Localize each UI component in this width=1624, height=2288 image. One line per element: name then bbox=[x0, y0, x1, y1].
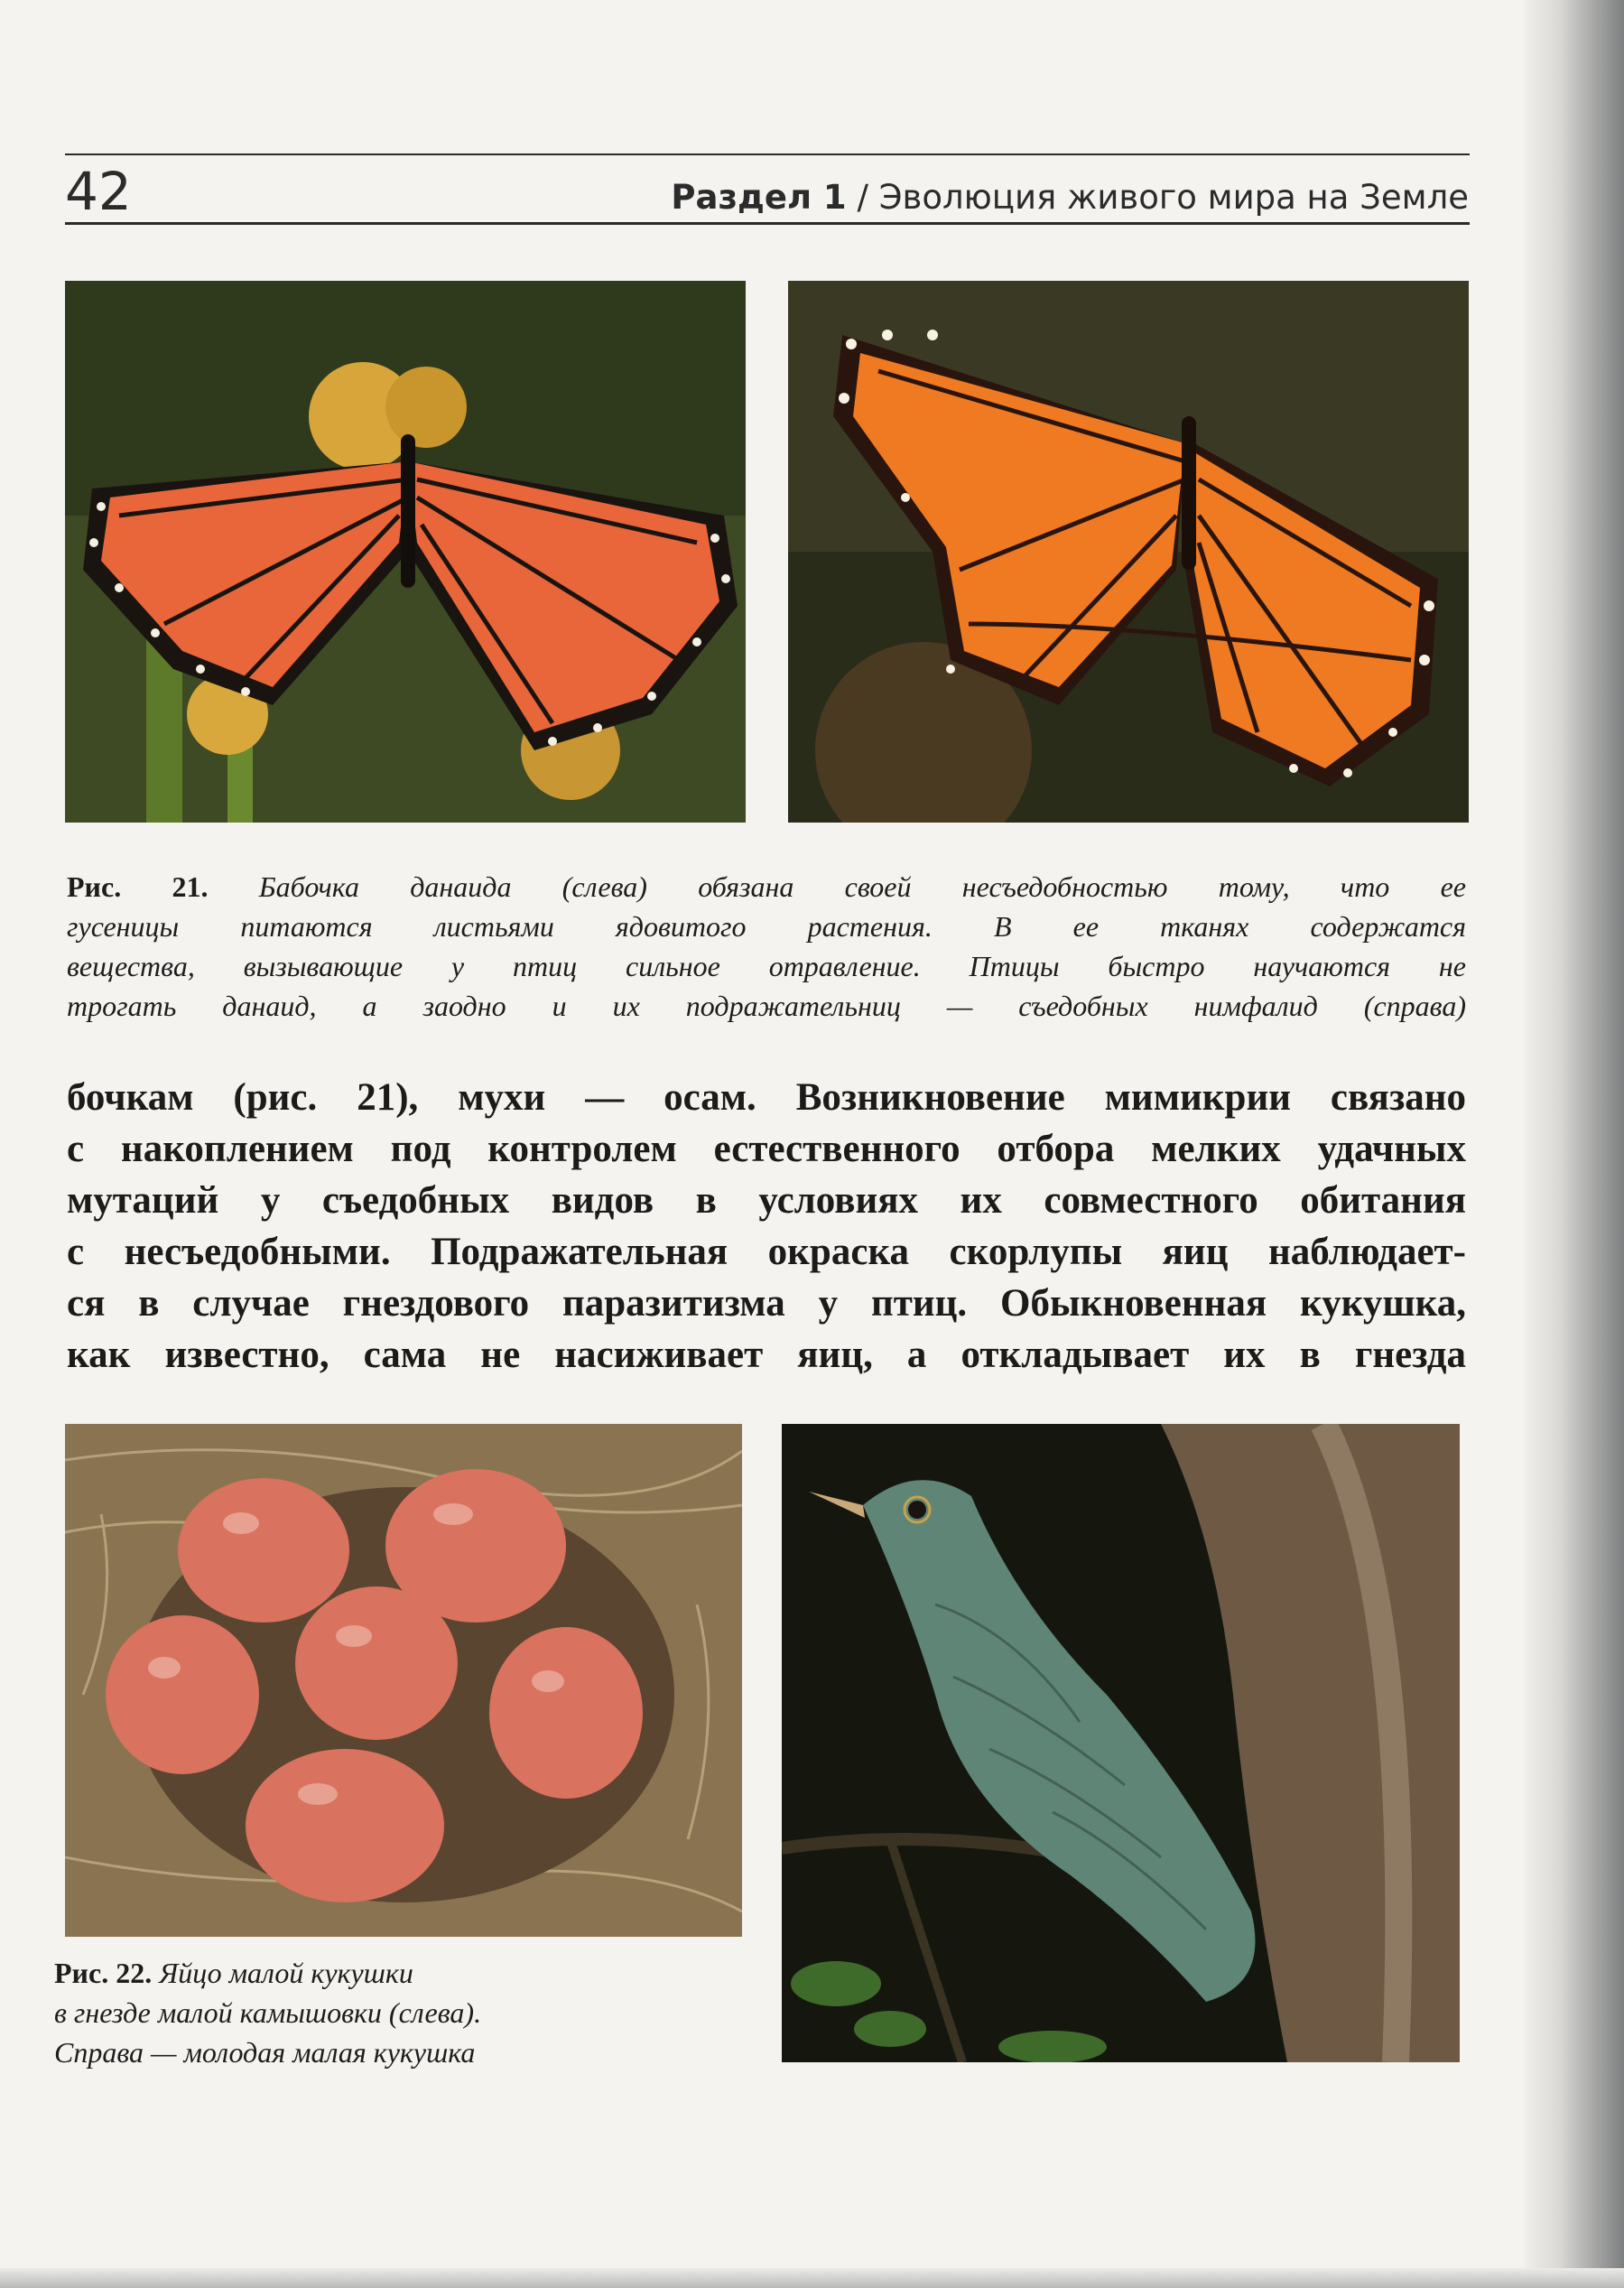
figure-21-caption-line: гусеницы питаются листьями ядовитого растения. В ее тканях содержатся bbox=[67, 910, 1466, 943]
header-bottom-rule bbox=[65, 222, 1470, 225]
young-cuckoo-photo bbox=[782, 1424, 1460, 2062]
page-bottom-edge bbox=[0, 2268, 1624, 2288]
page-number: 42 bbox=[65, 161, 132, 222]
body-line: как известно, сама не насиживает яиц, а откладывает их в гнезда bbox=[67, 1334, 1466, 1376]
figure-22-caption-line: Справа — молодая малая кукушка bbox=[54, 2036, 476, 2069]
running-head bbox=[671, 178, 1469, 217]
eggs-in-nest-photo bbox=[65, 1424, 742, 1937]
body-line: бочкам (рис. 21), мухи — осам. Возникновение мимикрии связано bbox=[67, 1076, 1466, 1119]
figure-22-caption-line bbox=[54, 1953, 686, 1993]
figure-21-caption-line: вещества, вызывающие у птиц сильное отравление. Птицы быстро научаются не bbox=[67, 950, 1466, 982]
figure-22-caption bbox=[54, 1953, 686, 2072]
viceroy-butterfly-photo bbox=[788, 281, 1469, 823]
running-head-title: Эволюция живого мира на Земле bbox=[878, 178, 1469, 217]
figure-21-label: Рис. 21. bbox=[67, 870, 209, 903]
figure-21-caption-line: трогать данаид, а заодно и их подражательниц — съедобных нимфалид (справа) bbox=[67, 990, 1466, 1022]
body-line: ся в случае гнездового паразитизма у птиц. Обыкновенная кукушка, bbox=[67, 1282, 1466, 1325]
body-line: с накоплением под контролем естественного отбора мелких удачных bbox=[67, 1128, 1466, 1170]
figure-22-caption-line: в гнезде малой камышовки (слева). bbox=[54, 1996, 482, 2029]
running-head-section: Раздел 1 bbox=[671, 178, 847, 217]
running-head-separator: / bbox=[846, 178, 879, 217]
body-line: с несъедобными. Подражательная окраска скорлупы яиц наблюдает- bbox=[67, 1231, 1466, 1273]
figure-21-caption-line bbox=[67, 867, 1466, 907]
figure-22-label: Рис. 22. bbox=[54, 1957, 153, 1989]
book-spine-shadow bbox=[1525, 0, 1624, 2288]
body-line: мутаций у съедобных видов в условиях их совместного обитания bbox=[67, 1179, 1466, 1222]
body-paragraph bbox=[67, 1072, 1466, 1381]
monarch-butterfly-photo bbox=[65, 281, 746, 823]
figure-21-caption bbox=[67, 867, 1466, 1026]
figure-21-caption-text: Бабочка данаида (слева) обязана своей несъедобностью тому, что ее bbox=[258, 870, 1467, 903]
figure-22-caption-text: Яйцо малой кукушки bbox=[159, 1957, 413, 1989]
header-top-rule bbox=[65, 153, 1470, 155]
